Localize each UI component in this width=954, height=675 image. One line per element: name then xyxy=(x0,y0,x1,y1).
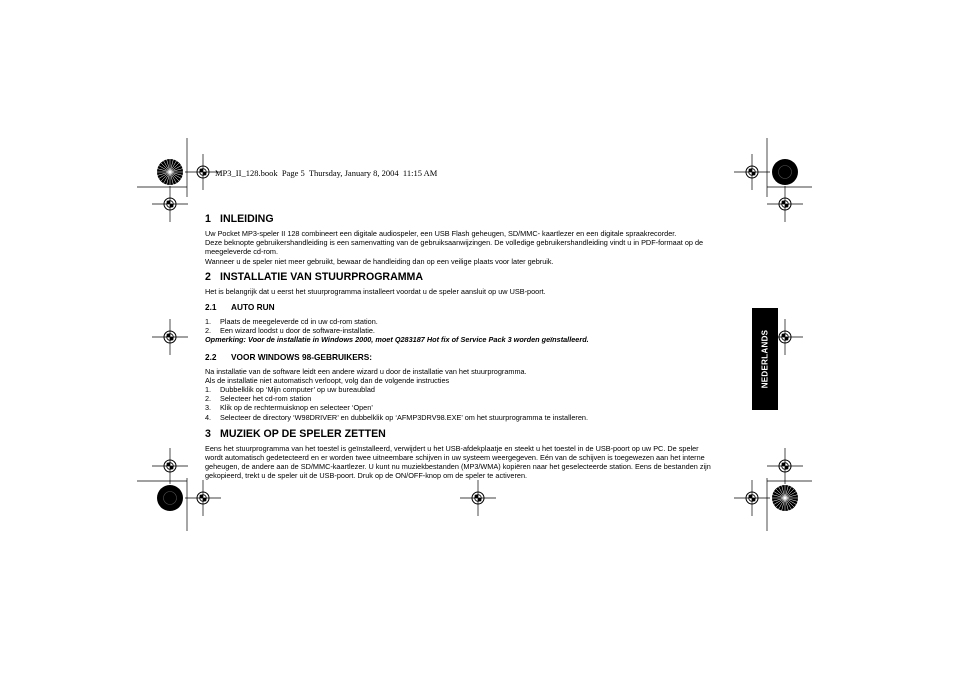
paragraph: meegeleverde cd-rom. xyxy=(205,247,279,257)
paragraph: Uw Pocket MP3-speler II 128 combineert een digitale audiospeler, een USB Flash geheugen, SD/MMC- kaartlezer en een digitale spraakrecorder. xyxy=(205,229,677,238)
install-steps-list xyxy=(205,317,755,335)
list-item xyxy=(205,326,755,335)
item-text: Klik op de rechtermuisknop en selecteer ‘Open’ xyxy=(220,403,373,413)
list-item xyxy=(205,317,755,326)
list-item xyxy=(205,385,755,394)
section-3-heading xyxy=(205,428,755,440)
section-2-heading xyxy=(205,271,755,283)
section-title: MUZIEK OP DE SPELER ZETTEN xyxy=(220,427,386,440)
item-number: 2. xyxy=(205,394,212,404)
paragraph: Het is belangrijk dat u eerst het stuurprogramma installeert voordat u de speler aansluit op uw USB-poort. xyxy=(205,286,546,296)
item-text: Selecteer de directory ‘W98DRIVER’ en dubbelklik op ‘AFMP3DRV98.EXE’ om het stuurprogramma te installeren. xyxy=(220,412,588,422)
subsection-number: 2.2 xyxy=(205,351,217,362)
language-tab-label: NEDERLANDS xyxy=(760,329,770,389)
registration-quadrant xyxy=(782,201,785,204)
solid-target-icon xyxy=(772,159,798,185)
subsection-2-2-heading xyxy=(205,352,755,362)
registration-quadrant xyxy=(752,498,755,501)
registration-quadrant xyxy=(200,169,203,172)
registration-quadrant xyxy=(749,169,752,172)
registration-quadrant xyxy=(203,172,206,175)
section-title: INLEIDING xyxy=(220,213,274,225)
section-number: 3 xyxy=(205,427,211,440)
registration-quadrant xyxy=(749,495,752,498)
registration-quadrant xyxy=(785,204,788,207)
paragraph: Na installatie van de software leidt een andere wizard u door de installatie van het stuurprogramma. xyxy=(205,366,527,376)
item-number: 3. xyxy=(205,403,212,413)
item-number: 1. xyxy=(205,317,212,327)
item-text: Plaats de meegeleverde cd in uw cd-rom station. xyxy=(220,317,378,327)
registration-quadrant xyxy=(167,334,170,337)
section-number: 2 xyxy=(205,270,211,283)
paragraph-line: geheugen, de andere aan de SD/MMC-kaartlezer. U kunt nu muziekbestanden (MP3/WMA) kopiëren naar het geselecteerde station. Eens de bestanden zijn xyxy=(205,462,711,472)
list-item xyxy=(205,394,755,403)
print-header: MP3_II_128.book Page 5 Thursday, January 8, 2004 11:15 AM xyxy=(215,168,438,178)
registration-quadrant xyxy=(785,337,788,340)
subsection-title: AUTO RUN xyxy=(231,302,275,313)
paragraph-line: Eens het stuurprogramma van het toestel is geïnstalleerd, verwijdert u het USB-afdekplaatje en steekt u het toestel in de USB-poort op uw PC. De speler xyxy=(205,443,699,453)
registration-quadrant xyxy=(203,498,206,501)
list-item xyxy=(205,413,755,422)
language-tab xyxy=(752,308,778,410)
paragraph: Wanneer u de speler niet meer gebruikt, bewaar de handleiding dan op een veilige plaats voor later gebruik. xyxy=(205,256,554,266)
document-body xyxy=(205,213,755,481)
registration-quadrant xyxy=(200,495,203,498)
registration-quadrant xyxy=(752,172,755,175)
item-number: 1. xyxy=(205,385,212,395)
section-title: INSTALLATIE VAN STUURPROGRAMMA xyxy=(220,270,424,283)
windows98-steps-list xyxy=(205,385,755,422)
subsection-2-1-heading xyxy=(205,302,755,312)
item-text: Selecteer het cd-rom station xyxy=(220,394,312,404)
item-text: Dubbelklik op ‘Mijn computer’ op uw bureaublad xyxy=(220,385,375,395)
paragraph: Als de installatie niet automatisch verloopt, volg dan de volgende instructies xyxy=(205,375,450,385)
subsection-title: VOOR WINDOWS 98-GEBRUIKERS: xyxy=(231,351,373,362)
registration-quadrant xyxy=(782,463,785,466)
paragraph-line: gekopieerd, trekt u de speler uit de USB-poort. Druk op de ON/OFF-knop om de speler te activeren. xyxy=(205,471,528,481)
item-number: 2. xyxy=(205,326,212,336)
paragraph-line: wordt automatisch gedetecteerd en er worden twee uitneembare schijven in uw systeem weergegeven. Eén van de schijven is toegewezen aan het interne xyxy=(205,453,705,463)
registration-quadrant xyxy=(782,334,785,337)
registration-quadrant xyxy=(170,466,173,469)
item-text: Een wizard loodst u door de software-installatie. xyxy=(220,326,375,336)
section-number: 1 xyxy=(205,213,211,225)
item-number: 4. xyxy=(205,412,212,422)
install-note: Opmerking: Voor de installatie in Windows 2000, moet Q283187 Hot fix of Service Pack 3 worden geïnstalleerd. xyxy=(205,335,589,345)
solid-target-icon xyxy=(157,485,183,511)
subsection-number: 2.1 xyxy=(205,302,217,313)
registration-quadrant xyxy=(170,204,173,207)
registration-quadrant xyxy=(785,466,788,469)
paragraph: Deze beknopte gebruikershandleiding is een samenvatting van de gebruiksaanwijzingen. De volledige gebruikershandleiding vindt u in PDF-formaat op de xyxy=(205,238,704,248)
registration-quadrant xyxy=(167,201,170,204)
registration-quadrant xyxy=(478,498,481,501)
registration-quadrant xyxy=(167,463,170,466)
list-item xyxy=(205,403,755,412)
section-1-heading xyxy=(205,213,755,225)
registration-quadrant xyxy=(475,495,478,498)
registration-quadrant xyxy=(170,337,173,340)
